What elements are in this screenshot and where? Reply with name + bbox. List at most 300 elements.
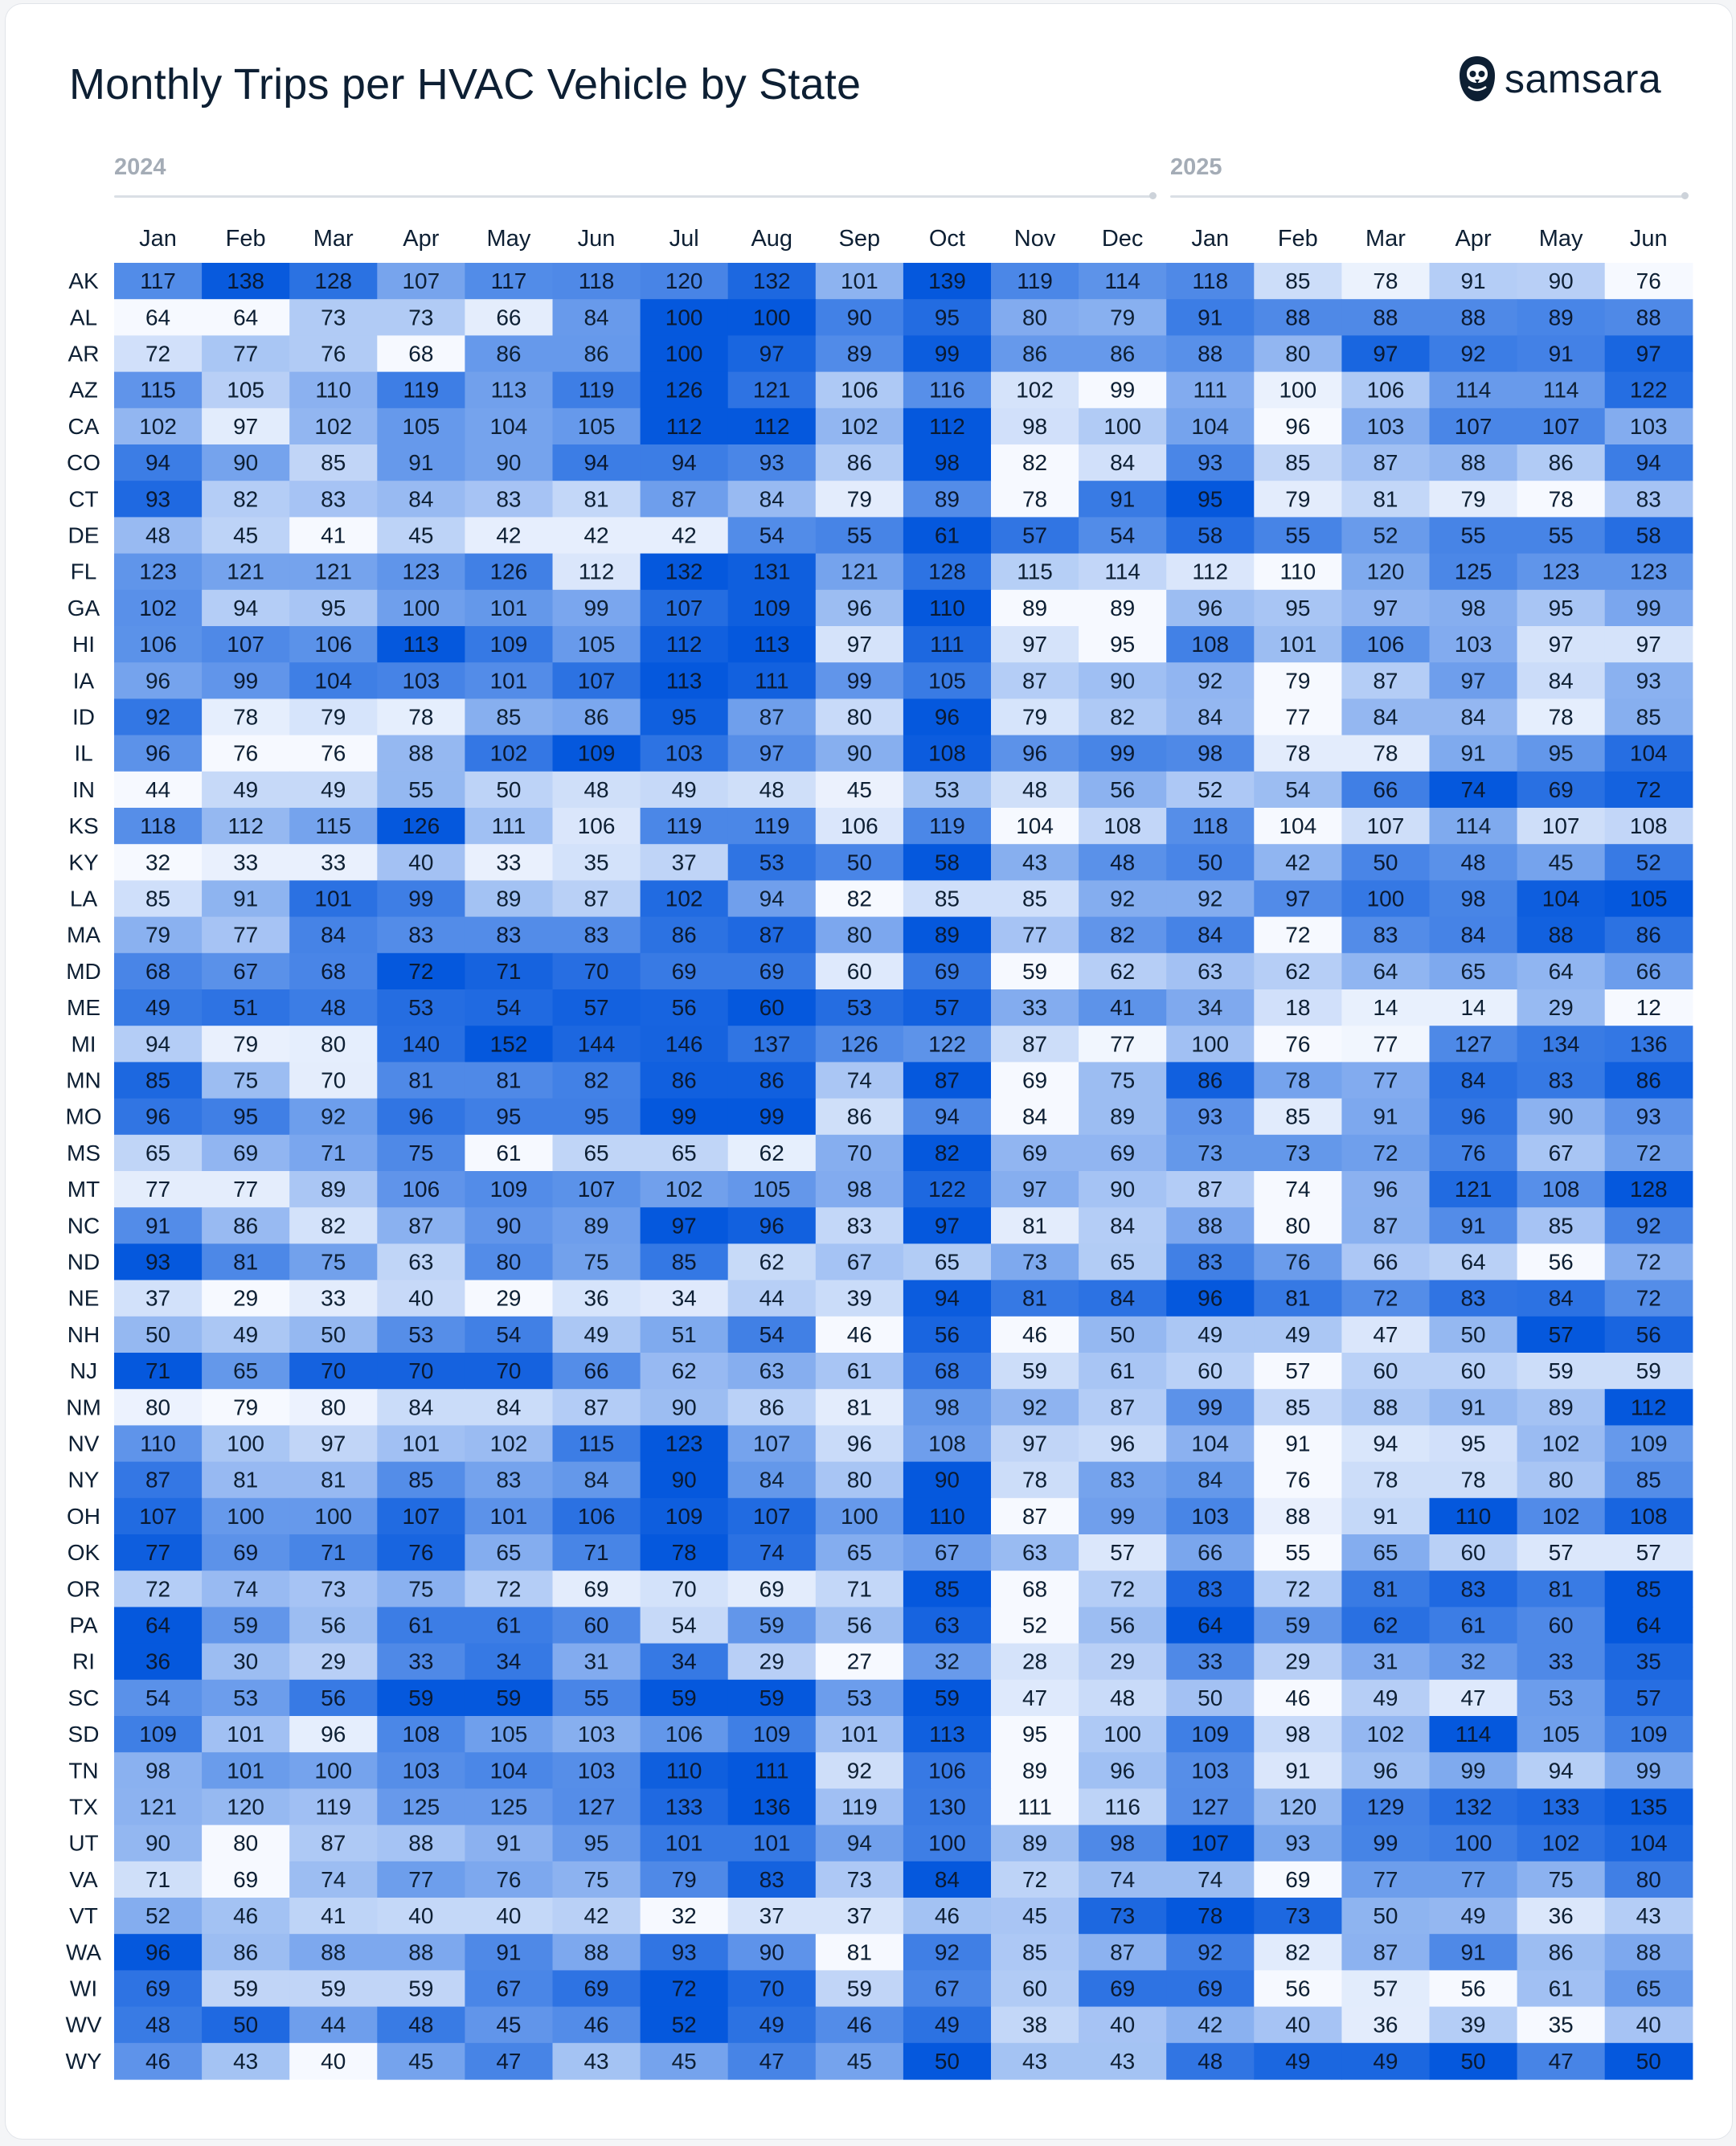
cell-value: 138 xyxy=(227,268,265,294)
cell-value: 121 xyxy=(139,1794,177,1820)
cell-value: 132 xyxy=(752,268,791,294)
cell-value: 49 xyxy=(1198,1321,1223,1347)
cell-value: 87 xyxy=(583,1394,609,1420)
cell-value: 79 xyxy=(233,1394,259,1420)
cell-value: 78 xyxy=(408,704,434,730)
cell-value: 73 xyxy=(321,1576,346,1602)
cell-value: 99 xyxy=(1460,1758,1486,1784)
cell-value: 56 xyxy=(671,995,697,1021)
cell-value: 97 xyxy=(1373,595,1398,620)
cell-value: 94 xyxy=(759,886,784,911)
cell-value: 107 xyxy=(665,595,703,620)
cell-value: 109 xyxy=(1629,1722,1668,1747)
cell-value: 66 xyxy=(1373,776,1398,802)
cell-value: 104 xyxy=(489,1758,528,1784)
cell-value: 87 xyxy=(1110,1939,1136,1965)
cell-value: 72 xyxy=(1373,1285,1398,1311)
cell-value: 90 xyxy=(934,1467,960,1493)
cell-value: 102 xyxy=(314,413,353,439)
cell-value: 69 xyxy=(583,1976,609,2001)
cell-value: 43 xyxy=(233,2048,259,2074)
cell-value: 59 xyxy=(408,1685,434,1710)
cell-value: 57 xyxy=(1548,1540,1574,1566)
cell-value: 86 xyxy=(1636,922,1661,948)
cell-value: 110 xyxy=(929,595,965,620)
cell-value: 87 xyxy=(583,886,609,911)
state-label: UT xyxy=(68,1830,99,1856)
cell-value: 89 xyxy=(1022,1758,1048,1784)
cell-value: 96 xyxy=(321,1722,346,1747)
month-header: Feb xyxy=(225,226,266,252)
cell-value: 85 xyxy=(145,1067,171,1093)
cell-value: 111 xyxy=(1017,1794,1052,1820)
cell-value: 73 xyxy=(1285,1903,1311,1929)
cell-value: 60 xyxy=(1460,1540,1486,1566)
cell-value: 74 xyxy=(1460,776,1486,802)
cell-value: 101 xyxy=(227,1758,265,1784)
cell-value: 82 xyxy=(846,886,872,911)
cell-value: 81 xyxy=(583,486,609,512)
cell-value: 69 xyxy=(1285,1866,1311,1892)
cell-value: 56 xyxy=(321,1612,346,1638)
cell-value: 42 xyxy=(671,522,697,548)
cell-value: 105 xyxy=(752,1177,791,1202)
cell-value: 99 xyxy=(1110,377,1136,403)
cell-value: 83 xyxy=(496,1467,522,1493)
cell-value: 90 xyxy=(1110,668,1136,694)
cell-value: 90 xyxy=(846,740,872,766)
cell-value: 45 xyxy=(846,2048,872,2074)
cell-value: 55 xyxy=(1548,522,1574,548)
cell-value: 64 xyxy=(1198,1612,1223,1638)
cell-value: 84 xyxy=(759,1467,784,1493)
cell-value: 42 xyxy=(583,522,609,548)
cell-value: 98 xyxy=(846,1177,872,1202)
cell-value: 53 xyxy=(846,1685,872,1710)
cell-value: 114 xyxy=(1104,559,1140,584)
cell-value: 90 xyxy=(496,450,522,476)
cell-value: 90 xyxy=(759,1939,784,1965)
cell-value: 85 xyxy=(934,886,960,911)
cell-value: 85 xyxy=(1285,1104,1311,1129)
cell-value: 89 xyxy=(1548,305,1574,330)
cell-value: 85 xyxy=(1636,1467,1661,1493)
cell-value: 79 xyxy=(1022,704,1048,730)
cell-value: 36 xyxy=(145,1648,171,1674)
cell-value: 90 xyxy=(1110,1177,1136,1202)
cell-value: 84 xyxy=(408,486,434,512)
cell-value: 45 xyxy=(408,522,434,548)
cell-value: 96 xyxy=(846,1431,872,1456)
cell-value: 120 xyxy=(665,268,703,294)
cell-value: 96 xyxy=(1198,595,1223,620)
cell-value: 71 xyxy=(321,1140,346,1165)
cell-value: 59 xyxy=(233,1612,259,1638)
cell-value: 48 xyxy=(1110,850,1136,875)
state-label: CO xyxy=(67,450,100,476)
cell-value: 99 xyxy=(1636,595,1661,620)
cell-value: 41 xyxy=(321,522,346,548)
cell-value: 97 xyxy=(1636,632,1661,657)
cell-value: 94 xyxy=(671,450,697,476)
cell-value: 80 xyxy=(846,1467,872,1493)
cell-value: 97 xyxy=(934,1213,960,1239)
cell-value: 131 xyxy=(752,559,791,584)
cell-value: 60 xyxy=(583,1612,609,1638)
cell-value: 68 xyxy=(408,341,434,367)
cell-value: 89 xyxy=(583,1213,609,1239)
cell-value: 65 xyxy=(1110,1249,1136,1275)
cell-value: 114 xyxy=(1455,1722,1492,1747)
cell-value: 64 xyxy=(1636,1612,1661,1638)
cell-value: 68 xyxy=(1022,1576,1048,1602)
cell-value: 91 xyxy=(496,1939,522,1965)
cell-value: 91 xyxy=(1373,1104,1398,1129)
cell-value: 62 xyxy=(1110,958,1136,984)
cell-value: 72 xyxy=(408,958,434,984)
cell-value: 60 xyxy=(759,995,784,1021)
cell-value: 45 xyxy=(846,776,872,802)
cell-value: 82 xyxy=(1110,704,1136,730)
cell-value: 72 xyxy=(496,1576,522,1602)
cell-value: 51 xyxy=(671,1321,697,1347)
cell-value: 81 xyxy=(1373,1576,1398,1602)
cell-value: 105 xyxy=(928,668,966,694)
cell-value: 106 xyxy=(577,1503,616,1529)
cell-value: 80 xyxy=(1285,1213,1311,1239)
cell-value: 29 xyxy=(233,1285,259,1311)
cell-value: 98 xyxy=(934,1394,960,1420)
cell-value: 81 xyxy=(408,1067,434,1093)
cell-value: 92 xyxy=(321,1104,346,1129)
cell-value: 107 xyxy=(402,1503,440,1529)
cell-value: 144 xyxy=(577,1031,616,1057)
cell-value: 52 xyxy=(671,2012,697,2037)
cell-value: 101 xyxy=(1279,632,1317,657)
cell-value: 107 xyxy=(139,1503,177,1529)
cell-value: 96 xyxy=(1373,1177,1398,1202)
cell-value: 95 xyxy=(1110,632,1136,657)
cell-value: 59 xyxy=(671,1685,697,1710)
cell-value: 47 xyxy=(1373,1321,1398,1347)
cell-value: 127 xyxy=(1191,1794,1230,1820)
cell-value: 79 xyxy=(671,1866,697,1892)
cell-value: 67 xyxy=(496,1976,522,2001)
cell-value: 100 xyxy=(752,305,791,330)
cell-value: 92 xyxy=(1022,1394,1048,1420)
cell-value: 48 xyxy=(759,776,784,802)
cell-value: 106 xyxy=(402,1177,440,1202)
year-label-2024: 2024 xyxy=(114,154,166,180)
cell-value: 29 xyxy=(1285,1648,1311,1674)
cell-value: 112 xyxy=(753,413,790,439)
cell-value: 50 xyxy=(1636,2048,1661,2074)
cell-value: 70 xyxy=(846,1140,872,1165)
cell-value: 84 xyxy=(1110,1213,1136,1239)
cell-value: 54 xyxy=(496,995,522,1021)
cell-value: 70 xyxy=(321,1067,346,1093)
cell-value: 69 xyxy=(1110,1976,1136,2001)
cell-value: 63 xyxy=(934,1612,960,1638)
cell-value: 95 xyxy=(1548,595,1574,620)
cell-value: 121 xyxy=(752,377,791,403)
cell-value: 63 xyxy=(759,1358,784,1384)
cell-value: 43 xyxy=(1636,1903,1661,1929)
cell-value: 85 xyxy=(1285,1394,1311,1420)
cell-value: 81 xyxy=(846,1939,872,1965)
cell-value: 86 xyxy=(846,450,872,476)
month-header: Jul xyxy=(669,226,699,252)
cell-value: 119 xyxy=(841,1794,878,1820)
cell-value: 50 xyxy=(321,1321,346,1347)
cell-value: 64 xyxy=(233,305,259,330)
cell-value: 29 xyxy=(321,1648,346,1674)
cell-value: 100 xyxy=(1454,1830,1492,1856)
cell-value: 96 xyxy=(1110,1758,1136,1784)
state-label: SC xyxy=(68,1685,100,1710)
month-header: Apr xyxy=(403,226,440,252)
cell-value: 100 xyxy=(1103,1722,1142,1747)
cell-value: 37 xyxy=(671,850,697,875)
cell-value: 69 xyxy=(1110,1140,1136,1165)
cell-value: 91 xyxy=(1548,341,1574,367)
cell-value: 100 xyxy=(928,1830,966,1856)
cell-value: 102 xyxy=(1542,1503,1580,1529)
cell-value: 85 xyxy=(1022,1939,1048,1965)
cell-value: 58 xyxy=(1198,522,1223,548)
cell-value: 83 xyxy=(1110,1467,1136,1493)
cell-value: 77 xyxy=(1373,1866,1398,1892)
cell-value: 97 xyxy=(1022,632,1048,657)
cell-value: 92 xyxy=(1198,886,1223,911)
cell-value: 43 xyxy=(583,2048,609,2074)
cell-value: 72 xyxy=(1285,922,1311,948)
cell-value: 84 xyxy=(1110,1285,1136,1311)
cell-value: 98 xyxy=(1198,740,1223,766)
cell-value: 120 xyxy=(227,1794,265,1820)
state-label: ND xyxy=(67,1249,100,1275)
cell-value: 110 xyxy=(929,1503,965,1529)
cell-value: 99 xyxy=(1110,740,1136,766)
cell-value: 85 xyxy=(1022,886,1048,911)
state-label: ID xyxy=(72,704,95,730)
cell-value: 126 xyxy=(840,1031,878,1057)
cell-value: 77 xyxy=(233,922,259,948)
cell-value: 84 xyxy=(1198,704,1223,730)
state-label: NC xyxy=(67,1213,100,1239)
cell-value: 99 xyxy=(1636,1758,1661,1784)
cell-value: 97 xyxy=(1285,886,1311,911)
cell-value: 88 xyxy=(321,1939,346,1965)
cell-value: 109 xyxy=(665,1503,703,1529)
cell-value: 119 xyxy=(1017,268,1053,294)
cell-value: 121 xyxy=(840,559,878,584)
cell-value: 65 xyxy=(496,1540,522,1566)
month-header: Dec xyxy=(1101,226,1144,252)
cell-value: 99 xyxy=(846,668,872,694)
cell-value: 72 xyxy=(1636,1140,1661,1165)
month-header: Jan xyxy=(1191,226,1230,252)
cell-value: 60 xyxy=(1460,1358,1486,1384)
cell-value: 104 xyxy=(489,413,528,439)
state-label: AL xyxy=(69,305,98,330)
cell-value: 76 xyxy=(233,740,259,766)
cell-value: 67 xyxy=(1548,1140,1574,1165)
cell-value: 139 xyxy=(928,268,966,294)
cell-value: 63 xyxy=(1022,1540,1048,1566)
cell-value: 100 xyxy=(665,305,703,330)
cell-value: 72 xyxy=(1636,1285,1661,1311)
cell-value: 54 xyxy=(759,1321,784,1347)
cell-value: 73 xyxy=(1198,1140,1223,1165)
cell-value: 84 xyxy=(1460,922,1486,948)
cell-value: 88 xyxy=(1636,305,1661,330)
cell-value: 79 xyxy=(1110,305,1136,330)
cell-value: 57 xyxy=(583,995,609,1021)
cell-value: 108 xyxy=(1629,813,1668,839)
cell-value: 95 xyxy=(496,1104,522,1129)
brand-name: samsara xyxy=(1505,56,1662,101)
cell-value: 106 xyxy=(314,632,353,657)
cell-value: 31 xyxy=(583,1648,609,1674)
cell-value: 79 xyxy=(233,1031,259,1057)
cell-value: 103 xyxy=(1191,1758,1230,1784)
cell-value: 45 xyxy=(408,2048,434,2074)
cell-value: 72 xyxy=(1373,1140,1398,1165)
cell-value: 42 xyxy=(1198,2012,1223,2037)
cell-value: 77 xyxy=(1022,922,1048,948)
cell-value: 88 xyxy=(1373,305,1398,330)
cell-value: 72 xyxy=(1636,776,1661,802)
cell-value: 87 xyxy=(1198,1177,1223,1202)
cell-value: 83 xyxy=(759,1866,784,1892)
state-label: ME xyxy=(67,995,100,1021)
cell-value: 40 xyxy=(408,1903,434,1929)
cell-value: 103 xyxy=(1366,413,1405,439)
cell-value: 38 xyxy=(1022,2012,1048,2037)
cell-value: 88 xyxy=(1460,450,1486,476)
cell-value: 89 xyxy=(321,1177,346,1202)
cell-value: 95 xyxy=(1198,486,1223,512)
cell-value: 101 xyxy=(314,886,353,911)
cell-value: 118 xyxy=(1192,268,1229,294)
cell-value: 71 xyxy=(145,1358,171,1384)
cell-value: 102 xyxy=(1542,1431,1580,1456)
cell-value: 83 xyxy=(1548,1067,1574,1093)
cell-value: 126 xyxy=(402,813,440,839)
cell-value: 97 xyxy=(759,740,784,766)
cell-value: 99 xyxy=(233,668,259,694)
cell-value: 80 xyxy=(321,1031,346,1057)
cell-value: 74 xyxy=(1198,1866,1223,1892)
cell-value: 106 xyxy=(1366,632,1405,657)
cell-value: 105 xyxy=(227,377,265,403)
cell-value: 46 xyxy=(846,1321,872,1347)
state-label: MA xyxy=(67,922,100,948)
cell-value: 108 xyxy=(928,1431,966,1456)
cell-value: 94 xyxy=(145,1031,171,1057)
cell-value: 87 xyxy=(1022,668,1048,694)
cell-value: 31 xyxy=(1373,1648,1398,1674)
cell-value: 57 xyxy=(1636,1540,1661,1566)
cell-value: 87 xyxy=(1373,1213,1398,1239)
cell-value: 49 xyxy=(145,995,171,1021)
cell-value: 116 xyxy=(1104,1794,1140,1820)
cell-value: 73 xyxy=(1022,1249,1048,1275)
cell-value: 40 xyxy=(496,1903,522,1929)
cell-value: 78 xyxy=(1022,486,1048,512)
cell-value: 104 xyxy=(1542,886,1580,911)
cell-value: 134 xyxy=(1542,1031,1580,1057)
cell-value: 57 xyxy=(1110,1540,1136,1566)
cell-value: 107 xyxy=(577,668,616,694)
cell-value: 99 xyxy=(759,1104,784,1129)
cell-value: 29 xyxy=(1110,1648,1136,1674)
cell-value: 84 xyxy=(934,1866,960,1892)
cell-value: 96 xyxy=(1110,1431,1136,1456)
cell-value: 112 xyxy=(578,559,615,584)
cell-value: 94 xyxy=(1373,1431,1398,1456)
cell-value: 53 xyxy=(408,1321,434,1347)
cell-value: 92 xyxy=(1636,1213,1661,1239)
cell-value: 106 xyxy=(139,632,177,657)
cell-value: 110 xyxy=(1279,559,1316,584)
cell-value: 89 xyxy=(1022,1830,1048,1856)
cell-value: 62 xyxy=(759,1140,784,1165)
cell-value: 121 xyxy=(227,559,265,584)
cell-value: 54 xyxy=(671,1612,697,1638)
cell-value: 86 xyxy=(1110,341,1136,367)
cell-value: 84 xyxy=(1460,1067,1486,1093)
cell-value: 96 xyxy=(1460,1104,1486,1129)
cell-value: 33 xyxy=(321,850,346,875)
cell-value: 92 xyxy=(846,1758,872,1784)
cell-value: 57 xyxy=(1022,522,1048,548)
cell-value: 87 xyxy=(1022,1031,1048,1057)
cell-value: 87 xyxy=(1373,668,1398,694)
cell-value: 60 xyxy=(1022,1976,1048,2001)
cell-value: 103 xyxy=(1629,413,1668,439)
cell-value: 99 xyxy=(408,886,434,911)
cell-value: 86 xyxy=(671,922,697,948)
cell-value: 61 xyxy=(408,1612,434,1638)
cell-value: 60 xyxy=(846,958,872,984)
cell-value: 36 xyxy=(1373,2012,1398,2037)
cell-value: 80 xyxy=(1548,1467,1574,1493)
cell-value: 114 xyxy=(1104,268,1140,294)
cell-value: 67 xyxy=(846,1249,872,1275)
cell-value: 52 xyxy=(1022,1612,1048,1638)
cell-value: 40 xyxy=(1110,2012,1136,2037)
cell-value: 84 xyxy=(496,1394,522,1420)
cell-value: 97 xyxy=(846,632,872,657)
cell-value: 123 xyxy=(665,1431,703,1456)
state-label: NY xyxy=(68,1467,100,1493)
cell-value: 140 xyxy=(402,1031,440,1057)
cell-value: 94 xyxy=(1636,450,1661,476)
cell-value: 88 xyxy=(1198,341,1223,367)
cell-value: 97 xyxy=(1548,632,1574,657)
cell-value: 111 xyxy=(1193,377,1228,403)
cell-value: 55 xyxy=(408,776,434,802)
cell-value: 106 xyxy=(665,1722,703,1747)
cell-value: 83 xyxy=(1460,1285,1486,1311)
cell-value: 82 xyxy=(934,1140,960,1165)
cell-value: 72 xyxy=(1636,1249,1661,1275)
cell-value: 102 xyxy=(665,886,703,911)
cell-value: 72 xyxy=(145,341,171,367)
state-label: WI xyxy=(69,1976,98,2001)
